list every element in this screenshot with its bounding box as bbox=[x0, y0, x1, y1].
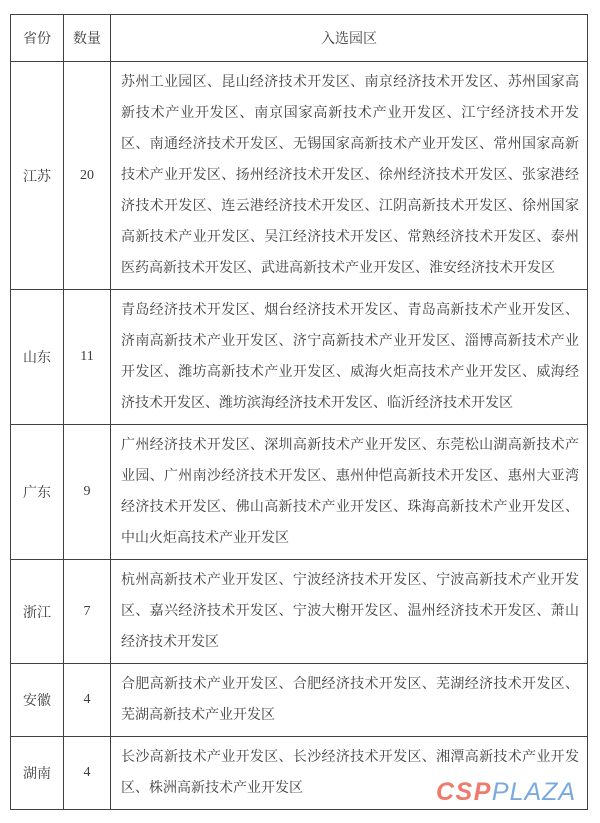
count-cell: 11 bbox=[64, 290, 111, 425]
table-row-guangdong bbox=[11, 425, 588, 560]
column-header-province: 省份 bbox=[11, 15, 64, 62]
watermark-plaza-text: PLAZA bbox=[491, 778, 577, 806]
province-cell: 山东 bbox=[11, 290, 64, 425]
province-cell: 浙江 bbox=[11, 560, 64, 664]
table-row-zhejiang bbox=[11, 560, 588, 664]
parks-cell: 杭州高新技术产业开发区、宁波经济技术开发区、宁波高新技术产业开发区、嘉兴经济技术开发区、宁波大榭开发区、温州经济技术开发区、萧山经济技术开发区 bbox=[111, 560, 588, 664]
table-row-anhui bbox=[11, 664, 588, 737]
count-cell: 9 bbox=[64, 425, 111, 560]
count-cell: 4 bbox=[64, 737, 111, 810]
parks-cell: 合肥高新技术产业开发区、合肥经济技术开发区、芜湖经济技术开发区、芜湖高新技术产业开发区 bbox=[111, 664, 588, 737]
count-cell: 7 bbox=[64, 560, 111, 664]
parks-cell: 苏州工业园区、昆山经济技术开发区、南京经济技术开发区、苏州国家高新技术产业开发区、南京国家高新技术产业开发区、江宁经济技术开发区、南通经济技术开发区、无锡国家高新技术产业开发区、常州国家高新技术产业开发区、扬州经济技术开发区、徐州经济技术开发区、张家港经济技术开发区、连云港经济技术开发区、江阴高新技术开发区、徐州国家高新技术产业开发区、吴江经济技术开发区、常熟经济技术开发区、泰州医药高新技术开发区、武进高新技术产业开发区、淮安经济技术开发区 bbox=[111, 62, 588, 290]
table-row-jiangsu bbox=[11, 62, 588, 290]
parks-cell: 长沙高新技术产业开发区、长沙经济技术开发区、湘潭高新技术产业开发区、株洲高新技术产业开发区 bbox=[111, 737, 588, 810]
header-row bbox=[11, 15, 588, 62]
count-cell: 20 bbox=[64, 62, 111, 290]
parks-table bbox=[10, 14, 588, 810]
parks-cell: 青岛经济技术开发区、烟台经济技术开发区、青岛高新技术产业开发区、济南高新技术产业开发区、济宁高新技术产业开发区、淄博高新技术产业开发区、潍坊高新技术产业开发区、威海火炬高技术产业开发区、威海经济技术开发区、潍坊滨海经济技术开发区、临沂经济技术开发区 bbox=[111, 290, 588, 425]
province-cell: 江苏 bbox=[11, 62, 64, 290]
parks-cell: 广州经济技术开发区、深圳高新技术产业开发区、东莞松山湖高新技术产业园、广州南沙经济技术开发区、惠州仲恺高新技术开发区、惠州大亚湾经济技术开发区、佛山高新技术产业开发区、珠海高新技术产业开发区、中山火炬高技术产业开发区 bbox=[111, 425, 588, 560]
column-header-count: 数量 bbox=[64, 15, 111, 62]
table-row-shandong bbox=[11, 290, 588, 425]
province-cell: 广东 bbox=[11, 425, 64, 560]
column-header-parks: 入选园区 bbox=[111, 15, 588, 62]
count-cell: 4 bbox=[64, 664, 111, 737]
watermark-csp-text: CSP bbox=[436, 778, 492, 806]
province-cell: 湖南 bbox=[11, 737, 64, 810]
table-row-hunan bbox=[11, 737, 588, 810]
province-cell: 安徽 bbox=[11, 664, 64, 737]
